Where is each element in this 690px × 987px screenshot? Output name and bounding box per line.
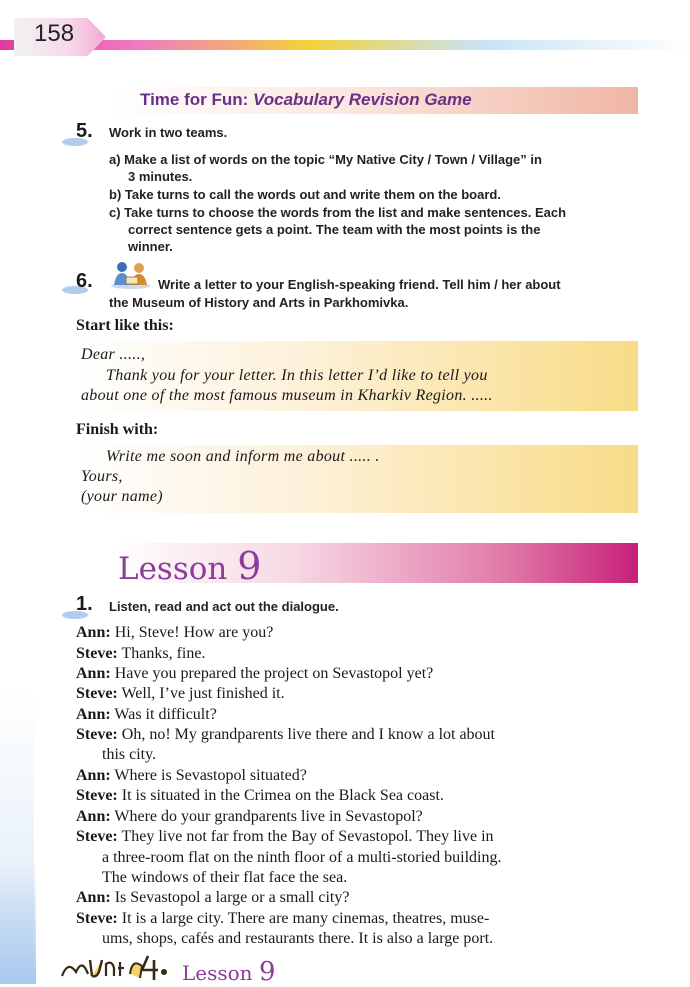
footer-lesson-number: 9 — [258, 957, 276, 987]
letter-line: about one of the most famous museum in Kharkiv Region. ..... — [81, 387, 493, 404]
dialogue-line — [76, 910, 489, 928]
exercise-1-number: 1. — [76, 593, 93, 615]
speaker: Ann: — [76, 767, 111, 784]
speech: Thanks, fine. — [117, 645, 206, 662]
exercise-5-number: 5. — [76, 120, 93, 142]
section-title — [140, 90, 472, 110]
dialogue-line — [76, 685, 285, 703]
letter-line: Dear ....., — [81, 346, 146, 363]
dialogue-line — [76, 726, 495, 744]
speaker: Ann: — [76, 665, 111, 682]
speech: ums, shops, cafés and restaurants there. It is also a large port. — [102, 930, 494, 947]
letter-line: Thank you for your letter. In this letter I’d like to tell you — [106, 367, 488, 384]
exercise-5-item: a) Make a list of words on the topic “My Native City / Town / Village” in — [109, 152, 542, 167]
dialogue-line — [102, 849, 501, 867]
speaker: Steve: — [76, 726, 118, 743]
dialogue-line — [102, 930, 493, 948]
speaker: Ann: — [76, 624, 111, 641]
lesson-title — [118, 544, 261, 588]
letter-line: (your name) — [81, 488, 163, 505]
dialogue-line — [76, 706, 217, 724]
speech: this city. — [102, 746, 157, 763]
dialogue-line — [76, 665, 433, 683]
speaker: Ann: — [76, 889, 111, 906]
speaker: Steve: — [76, 787, 118, 804]
speech: It is situated in the Crimea on the Black Sea coast. — [117, 787, 444, 804]
speech: Was it difficult? — [110, 706, 217, 723]
dialogue-line — [76, 828, 494, 846]
exercise-5-item: winner. — [128, 239, 173, 254]
footer-lesson-title — [182, 957, 275, 987]
finish-label: Finish with: — [76, 421, 159, 438]
exercise-6-instruction-line-1: Write a letter to your English-speaking friend. Tell him / her about — [158, 277, 561, 292]
speech: Well, I’ve just finished it. — [117, 685, 285, 702]
footer-lesson-word: Lesson — [182, 961, 259, 985]
speaker: Steve: — [76, 645, 118, 662]
speech: Hi, Steve! How are you? — [110, 624, 274, 641]
speech: Have you prepared the project on Sevastopol yet? — [110, 665, 434, 682]
dialogue-line — [76, 624, 273, 642]
lesson-number: 9 — [237, 544, 262, 588]
dialogue-line — [76, 889, 349, 907]
exercise-6-instruction-line-2: the Museum of History and Arts in Parkhomivka. — [109, 295, 409, 310]
section-separator: : — [242, 90, 254, 109]
speech: Where do your grandparents live in Sevastopol? — [110, 808, 423, 825]
lesson-word: Lesson — [118, 551, 238, 587]
speech: Oh, no! My grandparents live there and I know a lot about — [117, 726, 495, 743]
speech: It is a large city. There are many cinemas, theatres, muse- — [117, 910, 490, 927]
speaker: Steve: — [76, 685, 118, 702]
exercise-5-item: correct sentence gets a point. The team with the most points is the — [128, 222, 541, 237]
writing-people-icon — [108, 259, 154, 289]
letter-line: Yours, — [81, 468, 123, 485]
dialogue-line — [76, 767, 307, 785]
dialogue-line — [76, 787, 444, 805]
speaker: Ann: — [76, 808, 111, 825]
speech: Where is Sevastopol situated? — [110, 767, 307, 784]
speech: a three-room flat on the ninth floor of a multi-storied building. — [102, 849, 502, 866]
speech: The windows of their flat face the sea. — [102, 869, 348, 886]
section-label: Time for Fun — [140, 90, 243, 109]
exercise-5-item: c) Take turns to choose the words from the list and make sentences. Each — [109, 205, 567, 220]
dialogue-line — [102, 869, 347, 887]
speech: They live not far from the Bay of Sevastopol. They live in — [117, 828, 494, 845]
dialogue-line — [102, 746, 156, 764]
page-number: 158 — [34, 20, 75, 47]
speaker: Ann: — [76, 706, 111, 723]
speaker: Steve: — [76, 828, 118, 845]
exercise-6-number: 6. — [76, 270, 93, 292]
speech: Is Sevastopol a large or a small city? — [110, 889, 350, 906]
start-label: Start like this: — [76, 317, 174, 334]
exercise-5-item: b) Take turns to call the words out and write them on the board. — [109, 187, 501, 202]
section-subtitle: Vocabulary Revision Game — [253, 90, 472, 109]
exercise-5-item: 3 minutes. — [128, 169, 193, 184]
speaker: Steve: — [76, 910, 118, 927]
unit-4-logo — [58, 952, 172, 982]
exercise-5-instruction: Work in two teams. — [109, 125, 228, 140]
dialogue-line — [76, 808, 423, 826]
left-margin-decoration — [0, 0, 34, 984]
dialogue-line — [76, 645, 205, 663]
left-margin-blue-decoration — [0, 860, 36, 984]
header-color-strip — [0, 40, 690, 50]
letter-line: Write me soon and inform me about ..... . — [106, 448, 380, 465]
exercise-1-instruction: Listen, read and act out the dialogue. — [109, 599, 339, 614]
